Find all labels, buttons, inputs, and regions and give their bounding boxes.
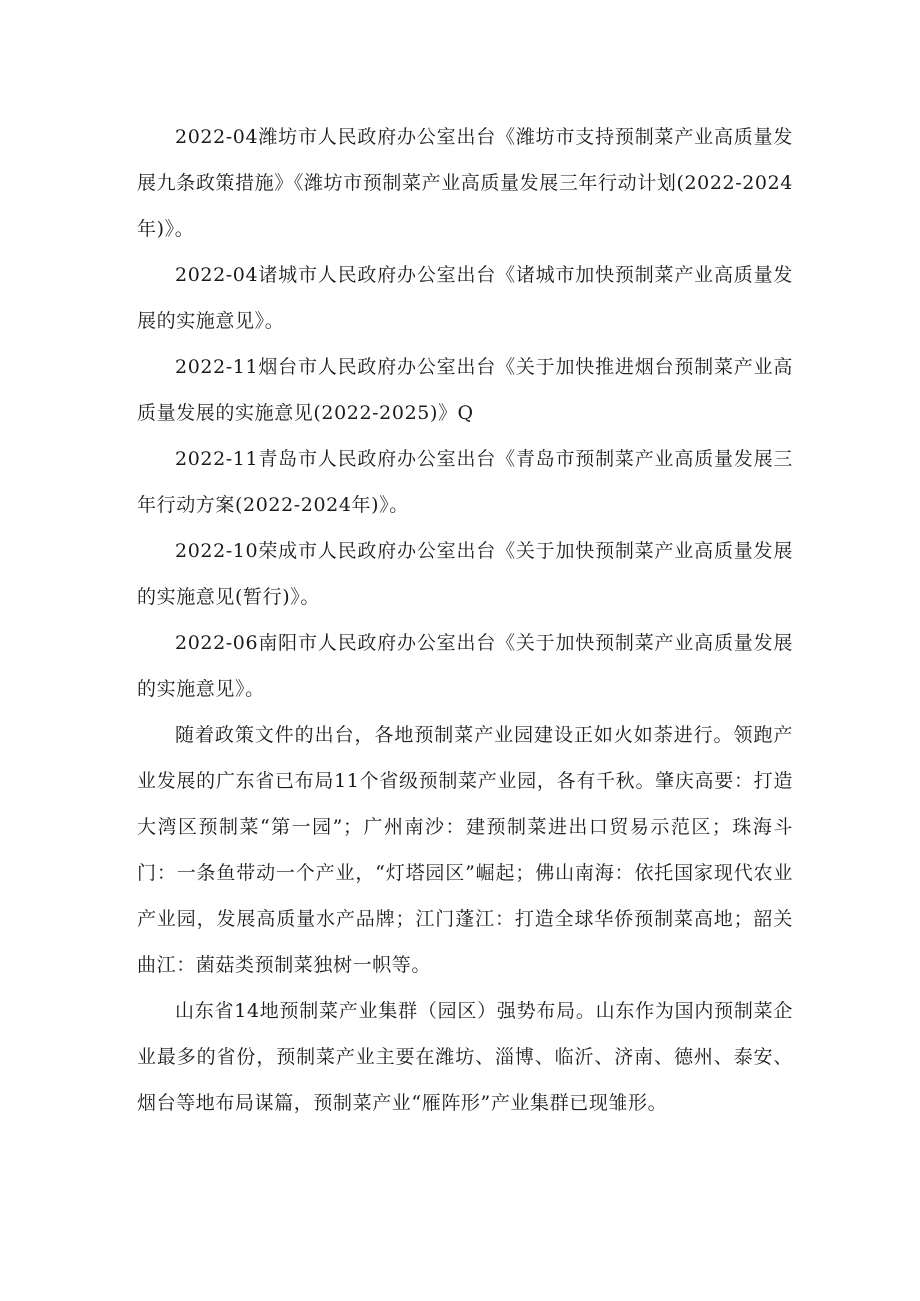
paragraph-rongcheng-policy: 2022-10荣成市人民政府办公室出台《关于加快预制菜产业高质量发展的实施意见(暂行)》。 — [137, 540, 793, 608]
paragraph-guangdong-parks: 随着政策文件的出台，各地预制菜产业园建设正如火如荼进行。领跑产业发展的广东省已布局11个省级预制菜产业园，各有千秋。肇庆高要：打造大湾区预制菜“第一园”；广州南沙：建预制菜进出口贸易示范区；珠海斗门：一条鱼带动一个产业，“灯塔园区”崛起；佛山南海：依托国家现代农业产业园，发展高质量水产品牌；江门蓬江：打造全球华侨预制菜高地；韶关曲江：菌菇类预制菜独树一帜等。 — [137, 724, 793, 976]
document-body — [137, 114, 793, 1126]
paragraph-yantai-policy: 2022-11烟台市人民政府办公室出台《关于加快推进烟台预制菜产业高质量发展的实施意见(2022-2025)》Q — [137, 356, 793, 424]
paragraph-qingdao-policy: 2022-11青岛市人民政府办公室出台《青岛市预制菜产业高质量发展三年行动方案(2022-2024年)》。 — [137, 448, 793, 516]
paragraph-shandong-clusters: 山东省14地预制菜产业集群（园区）强势布局。山东作为国内预制菜企业最多的省份，预制菜产业主要在潍坊、淄博、临沂、济南、德州、泰安、烟台等地布局谋篇，预制菜产业“雁阵形”产业集群已现雏形。 — [137, 1000, 793, 1114]
paragraph-nanyang-policy: 2022-06南阳市人民政府办公室出台《关于加快预制菜产业高质量发展的实施意见》。 — [137, 632, 793, 700]
paragraph-zhucheng-policy: 2022-04诸城市人民政府办公室出台《诸城市加快预制菜产业高质量发展的实施意见》。 — [137, 264, 793, 332]
paragraph-weifang-policy: 2022-04潍坊市人民政府办公室出台《潍坊市支持预制菜产业高质量发展九条政策措施》《潍坊市预制菜产业高质量发展三年行动计划(2022-2024年)》。 — [137, 126, 793, 240]
